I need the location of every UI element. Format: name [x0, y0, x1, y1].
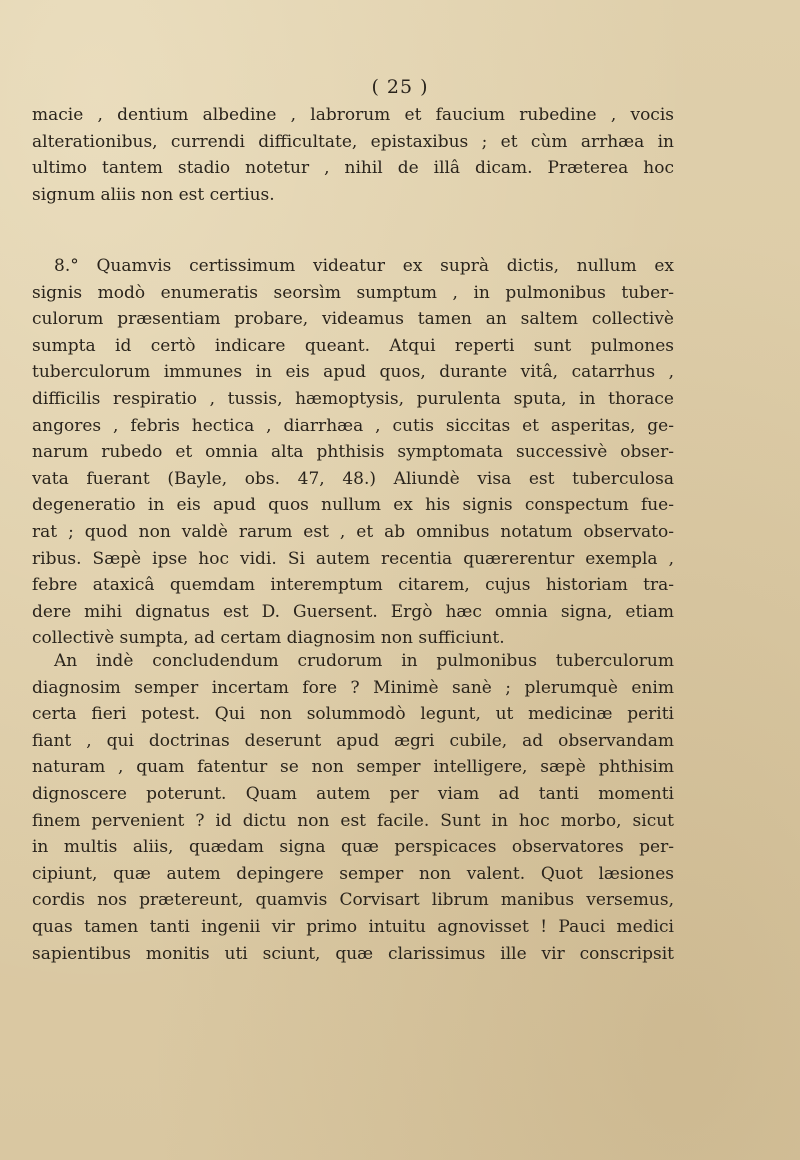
text-line: narum rubedo et omnia alta phthisis symptomata successivè obser- [32, 442, 674, 463]
text-line: signis modò enumeratis seorsìm sumptum , in pulmonibus tuber- [32, 282, 674, 303]
text-line: dignoscere poterunt. Quam autem per viam ad tanti momenti [32, 783, 674, 804]
text-line: macie , dentium albedine , labrorum et faucium rubedine , vocis [32, 105, 674, 125]
text-line: sumpta id certò indicare queant. Atqui reperti sunt pulmones [32, 335, 674, 356]
paragraph-3 [32, 648, 674, 967]
text-line: alterationibus, currendi difficultate, epistaxibus ; et cùm arrhæa in [32, 131, 674, 152]
text-line: collectivè sumpta, ad certam diagnosim non sufficiunt. [32, 628, 505, 649]
text-line: fiant , qui doctrinas deserunt apud ægri cubile, ad observandam [32, 730, 674, 751]
text-line: 8.° Quamvis certissimum videatur ex suprà dictis, nullum ex [54, 256, 674, 276]
page-number: ( 25 ) [371, 76, 429, 98]
paragraph-2 [32, 253, 674, 652]
text-line: An indè concludendum crudorum in pulmonibus tuberculorum [54, 651, 674, 671]
text-line: tuberculorum immunes in eis apud quos, durante vitâ, catarrhus , [32, 362, 674, 383]
text-line: febre ataxicâ quemdam interemptum citarem, cujus historiam tra- [32, 575, 674, 596]
text-line: rat ; quod non valdè rarum est , et ab omnibus notatum observato- [32, 521, 674, 542]
text-line: difficilis respiratio , tussis, hæmoptysis, purulenta sputa, in thorace [32, 388, 674, 409]
text-line: culorum præsentiam probare, videamus tamen an saltem collectivè [32, 309, 674, 330]
text-line: dere mihi dignatus est D. Guersent. Ergò hæc omnia signa, etiam [32, 601, 674, 622]
text-line: quas tamen tanti ingenii vir primo intuitu agnovisset ! Pauci medici [32, 916, 674, 937]
text-line: cipiunt, quæ autem depingere semper non valent. Quot læsiones [32, 863, 674, 884]
text-line: diagnosim semper incertam fore ? Minimè sanè ; plerumquè enim [32, 677, 674, 698]
text-line: degeneratio in eis apud quos nullum ex his signis conspectum fue- [32, 495, 674, 516]
text-line: certa fieri potest. Qui non solummodò legunt, ut medicinæ periti [32, 704, 674, 725]
text-line: vata fuerant (Bayle, obs. 47, 48.) Aliundè visa est tuberculosa [32, 468, 674, 489]
text-line: cordis nos prætereunt, quamvis Corvisart librum manibus versemus, [32, 890, 674, 911]
text-line: sapientibus monitis uti sciunt, quæ clarissimus ille vir conscripsit [32, 943, 674, 964]
text-line: ultimo tantem stadio notetur , nihil de illâ dicam. Præterea hoc [32, 158, 674, 179]
text-line: signum aliis non est certius. [32, 184, 275, 205]
paragraph-1 [32, 102, 674, 208]
text-line: naturam , quam fatentur se non semper intelligere, sæpè phthisim [32, 757, 674, 778]
text-line: in multis aliis, quædam signa quæ perspicaces observatores per- [32, 837, 674, 858]
text-line: finem pervenient ? id dictu non est facile. Sunt in hoc morbo, sicut [32, 810, 674, 831]
text-line: angores , febris hectica , diarrhæa , cutis siccitas et asperitas, ge- [32, 415, 674, 436]
text-line: ribus. Sæpè ipse hoc vidi. Si autem recentia quærerentur exempla , [32, 548, 674, 569]
